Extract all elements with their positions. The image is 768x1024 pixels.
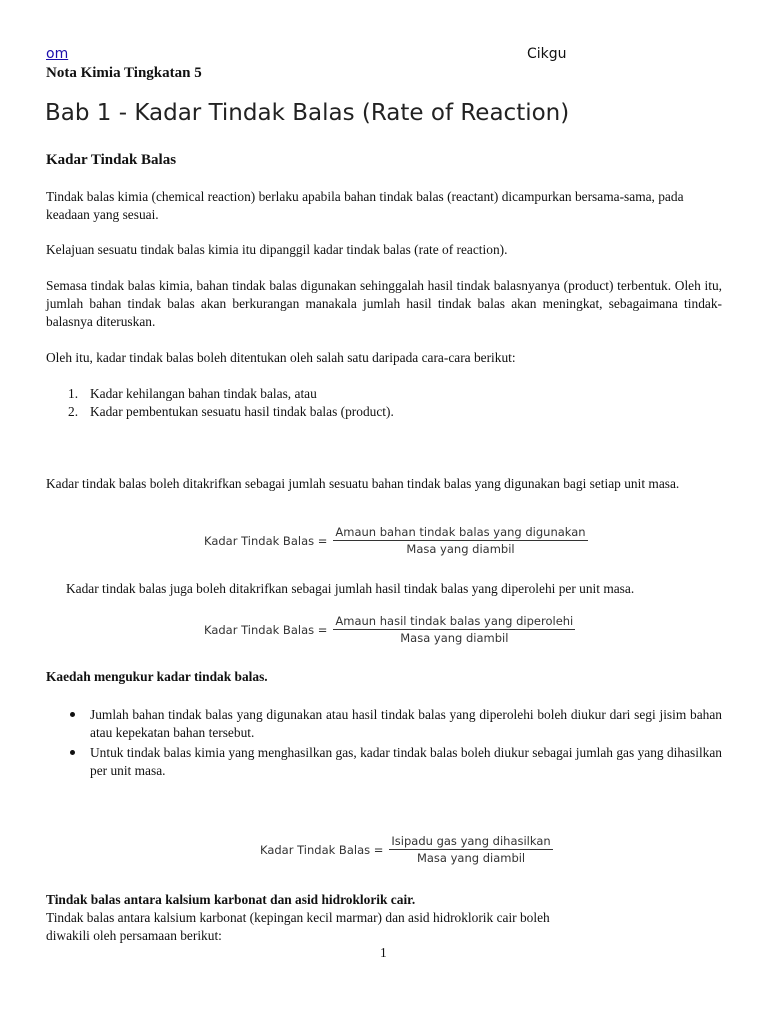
section-heading-kaedah: Kaedah mengukur kadar tindak balas.: [46, 669, 268, 684]
formula-denominator: Masa yang diambil: [416, 851, 526, 865]
formula-fraction: [333, 525, 587, 556]
paragraph-reactant-rate: Kadar tindak balas boleh ditakrifkan sebagai jumlah sesuatu bahan tindak balas yang digunakan bagi setiap unit masa.: [46, 476, 680, 491]
header-right-text: Cikgu: [527, 46, 567, 62]
header-subtitle: Nota Kimia Tingkatan 5: [46, 65, 202, 81]
formula-fraction: [333, 614, 575, 645]
measurement-bullets: [90, 706, 722, 780]
page-title: Bab 1 - Kadar Tindak Balas (Rate of Reaction): [45, 100, 570, 126]
list-item-text: Untuk tindak balas kimia yang menghasilkan gas, kadar tindak balas boleh diukur sebagai jumlah gas yang dihasilkan per unit masa.: [90, 745, 722, 778]
list-item: [90, 706, 722, 742]
paragraph-calcium-carbonate-line2: diwakili oleh persamaan berikut:: [46, 928, 222, 943]
paragraph-product-rate: Kadar tindak balas juga boleh ditakrifkan sebagai jumlah hasil tindak balas yang diperolehi per unit masa.: [66, 581, 635, 596]
header-link[interactable]: om: [46, 46, 69, 62]
paragraph-rate-definition: Kelajuan sesuatu tindak balas kimia itu dipanggil kadar tindak balas (rate of reaction).: [46, 242, 508, 257]
formula-denominator: Masa yang diambil: [406, 542, 515, 556]
paragraph-calcium-carbonate-line1: Tindak balas antara kalsium karbonat (kepingan kecil marmar) dan asid hidroklorik cair boleh: [46, 910, 550, 925]
list-item-text: Kadar kehilangan bahan tindak balas, atau: [90, 386, 317, 401]
section-heading-kadar: Kadar Tindak Balas: [46, 152, 177, 168]
bullet-icon: [70, 712, 75, 717]
formula-numerator: Amaun hasil tindak balas yang diperolehi: [335, 614, 574, 628]
formula-numerator: Isipadu gas yang dihasilkan: [391, 834, 551, 848]
list-marker: 1.: [68, 386, 79, 401]
formula-fraction: [389, 834, 552, 865]
formula-lhs: Kadar Tindak Balas =: [204, 622, 328, 637]
section-heading-kalsium: Tindak balas antara kalsium karbonat dan asid hidroklorik cair.: [46, 892, 416, 907]
list-item-text: Kadar pembentukan sesuatu hasil tindak balas (product).: [90, 404, 394, 419]
list-item: [90, 744, 722, 780]
formula-reactant-rate: [204, 525, 588, 556]
paragraph-methods-intro: Oleh itu, kadar tindak balas boleh ditentukan oleh salah satu daripada cara-cara berikut:: [46, 350, 516, 365]
formula-denominator: Masa yang diambil: [400, 631, 509, 645]
paragraph-reactant-product: Semasa tindak balas kimia, bahan tindak balas digunakan sehinggalah hasil tindak balasnyanya (product) terbentuk. Oleh itu, jumlah bahan tindak balas akan berkurangan manakala jumlah hasil tindak balas akan meningkat, sebagaimana tindak-balasnya diteruskan.: [46, 278, 722, 329]
list-item: [68, 385, 710, 403]
list-item: [68, 403, 710, 421]
page-number: 1: [380, 945, 387, 960]
formula-lhs: Kadar Tindak Balas =: [260, 842, 384, 857]
formula-gas-rate: [260, 834, 553, 865]
formula-lhs: Kadar Tindak Balas =: [204, 533, 328, 548]
bullet-icon: [70, 750, 75, 755]
methods-list: [68, 385, 710, 421]
list-marker: 2.: [68, 404, 79, 419]
paragraph-intro: Tindak balas kimia (chemical reaction) berlaku apabila bahan tindak balas (reactant) dicampurkan bersama-sama, pada keadaan yang sesuai.: [46, 189, 684, 222]
formula-product-rate: [204, 614, 575, 645]
list-item-text: Jumlah bahan tindak balas yang digunakan atau hasil tindak balas yang diperolehi boleh diukur dari segi jisim bahan atau kepekatan bahan tersebut.: [90, 707, 722, 740]
formula-numerator: Amaun bahan tindak balas yang digunakan: [335, 525, 586, 539]
